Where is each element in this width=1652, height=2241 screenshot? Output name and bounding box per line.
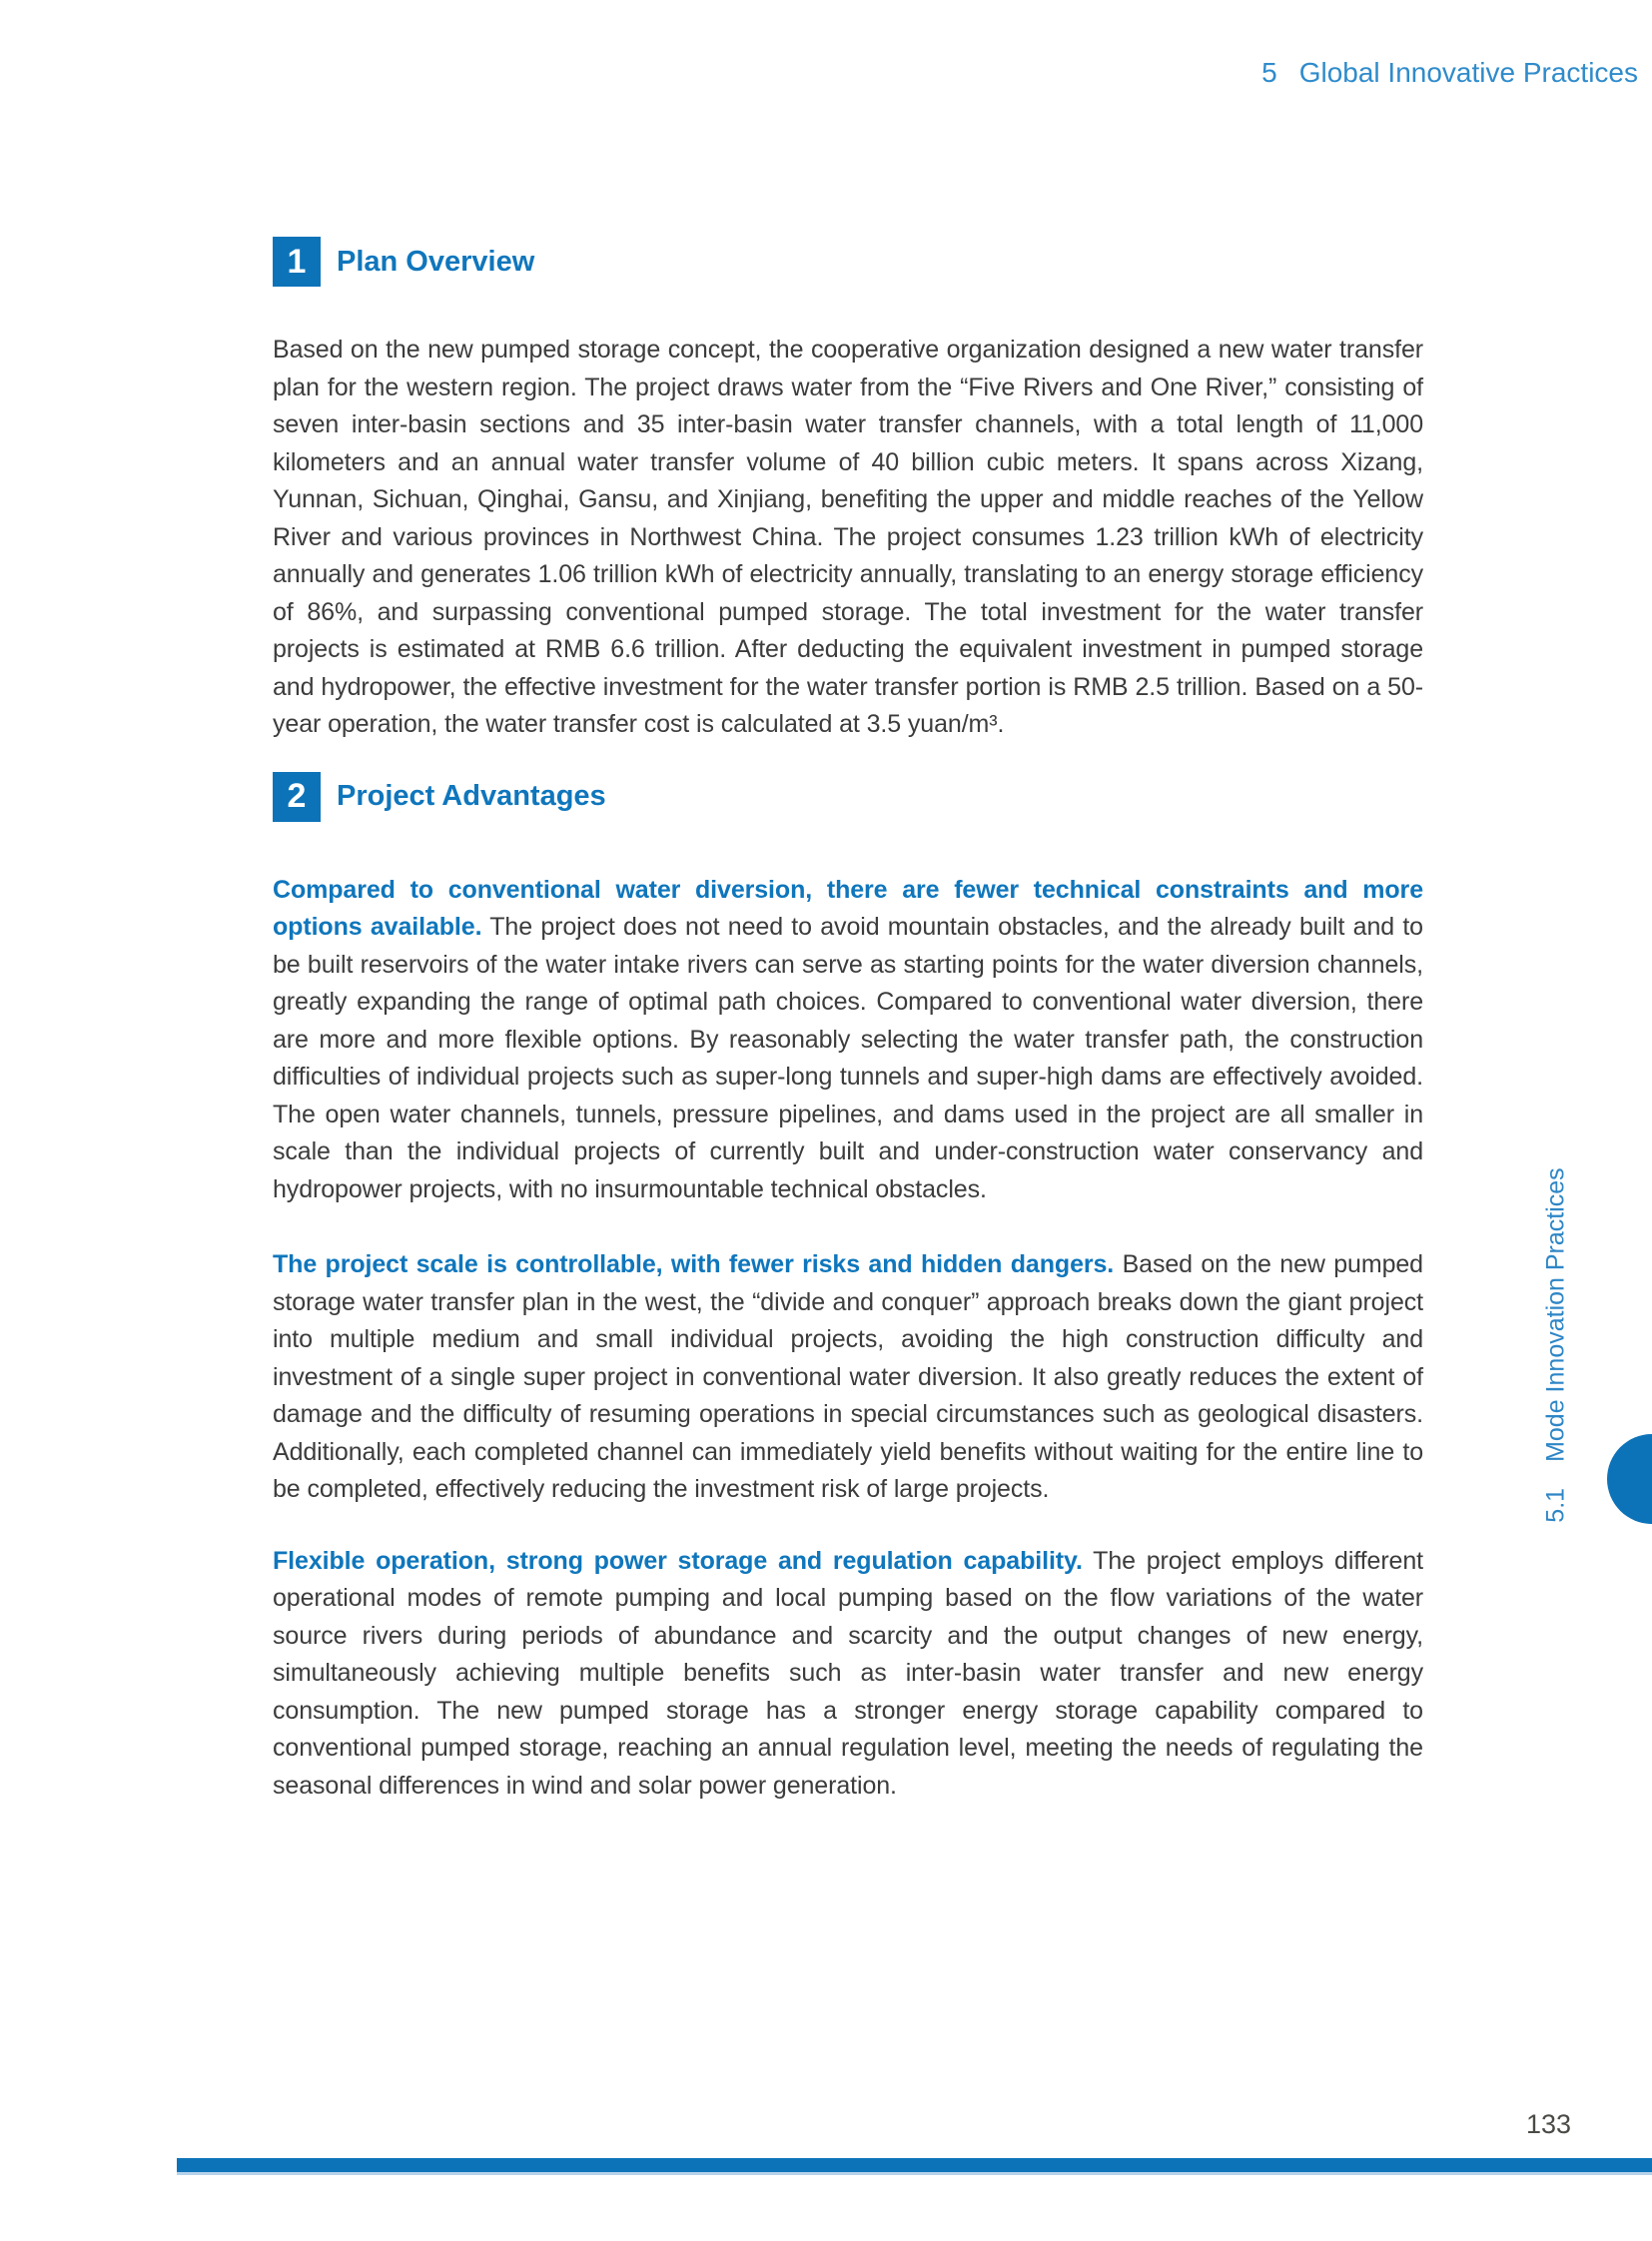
main-content (273, 237, 1423, 1805)
chapter-title: Global Innovative Practices (1298, 57, 1638, 88)
running-header (1261, 56, 1638, 90)
paragraph-text: Based on the new pumped storage concept, the cooperative organization designed a new water transfer plan for the western region. The project draws water from the “Five Rivers and One River,” consisting of seven inter-basin sections and 35 inter-basin water transfer channels, with a total length of 11,000 kilometers and an annual water transfer volume of 40 billion cubic meters. It spans across Xizang, Yunnan, Sichuan, Qinghai, Gansu, and Xinjiang, benefiting the upper and middle reaches of the Yellow River and various provinces in Northwest China. The project consumes 1.23 trillion kWh of electricity annually and generates 1.06 trillion kWh of electricity annually, translating to an energy storage efficiency of 86%, and surpassing conventional pumped storage. The total investment for the water transfer projects is estimated at RMB 6.6 trillion. After deducting the equivalent investment in pumped storage and hydropower, the effective investment for the water transfer portion is RMB 2.5 trillion. Based on a 50-year operation, the water transfer cost is calculated at 3.5 yuan/m³. (273, 336, 1423, 738)
sidebar-section-number: 5.1 (1541, 1487, 1570, 1523)
paragraph-text: The project does not need to avoid mountain obstacles, and the already built and to be built reservoirs of the water intake rivers can serve as starting points for the water diversion channels, greatly expanding the range of optimal path choices. Compared to conventional water diversion, there are more and more flexible options. By reasonably selecting the water transfer path, the construction difficulties of individual projects such as super-long tunnels and super-high dams are effectively avoided. The open water channels, tunnels, pressure pipelines, and dams used in the project are all smaller in scale than the individual projects of currently built and under-construction water conservancy and hydropower projects, with no insurmountable technical obstacles. (273, 913, 1423, 1203)
paragraph-text: The project employs different operational modes of remote pumping and local pumping based on the flow variations of the water source rivers during periods of abundance and scarcity and the output changes of new energy, simultaneously achieving multiple benefits such as inter-basin water transfer and new energy consumption. The new pumped storage has a stronger energy storage capability compared to conventional pumped storage, reaching an annual regulation level, meeting the needs of regulating the seasonal differences in wind and solar power generation. (273, 1546, 1423, 1800)
section-title: Project Advantages (337, 780, 606, 812)
chapter-number: 5 (1261, 57, 1277, 88)
sidebar-section-title: Mode Innovation Practices (1541, 1167, 1570, 1462)
paragraph-text: Based on the new pumped storage water transfer plan in the west, the “divide and conquer” approach breaks down the giant project into multiple medium and small individual projects, avoiding the high construction difficulty and investment of a single super project in conventional water diversion. It also greatly reduces the extent of damage and the difficulty of resuming operations in special circumstances such as geological disasters. Additionally, each completed channel can immediately yield benefits without waiting for the entire line to be completed, effectively reducing the investment risk of large projects. (273, 1250, 1423, 1503)
section-number-badge: 1 (273, 237, 321, 287)
section-heading-plan-overview (273, 237, 1423, 287)
paragraph-lead: The project scale is controllable, with fewer risks and hidden dangers. (273, 1250, 1115, 1278)
paragraph-advantage-1 (273, 872, 1423, 1209)
section-number-badge: 2 (273, 772, 321, 822)
paragraph-advantage-3 (273, 1543, 1423, 1806)
paragraph-lead: Compared to conventional water diversion, there are fewer technical constraints and more options available. (273, 875, 1423, 941)
sidebar-tab-marker (1607, 1434, 1652, 1524)
paragraph-lead: Flexible operation, strong power storage and regulation capability. (273, 1546, 1083, 1575)
paragraph-plan-overview (273, 332, 1423, 744)
page-number: 133 (1525, 2109, 1571, 2139)
section-heading-project-advantages (273, 772, 1423, 822)
paragraph-advantage-2 (273, 1246, 1423, 1509)
footer-bar (177, 2158, 1652, 2175)
section-title: Plan Overview (337, 245, 535, 278)
sidebar-section-label (1542, 1167, 1571, 1522)
